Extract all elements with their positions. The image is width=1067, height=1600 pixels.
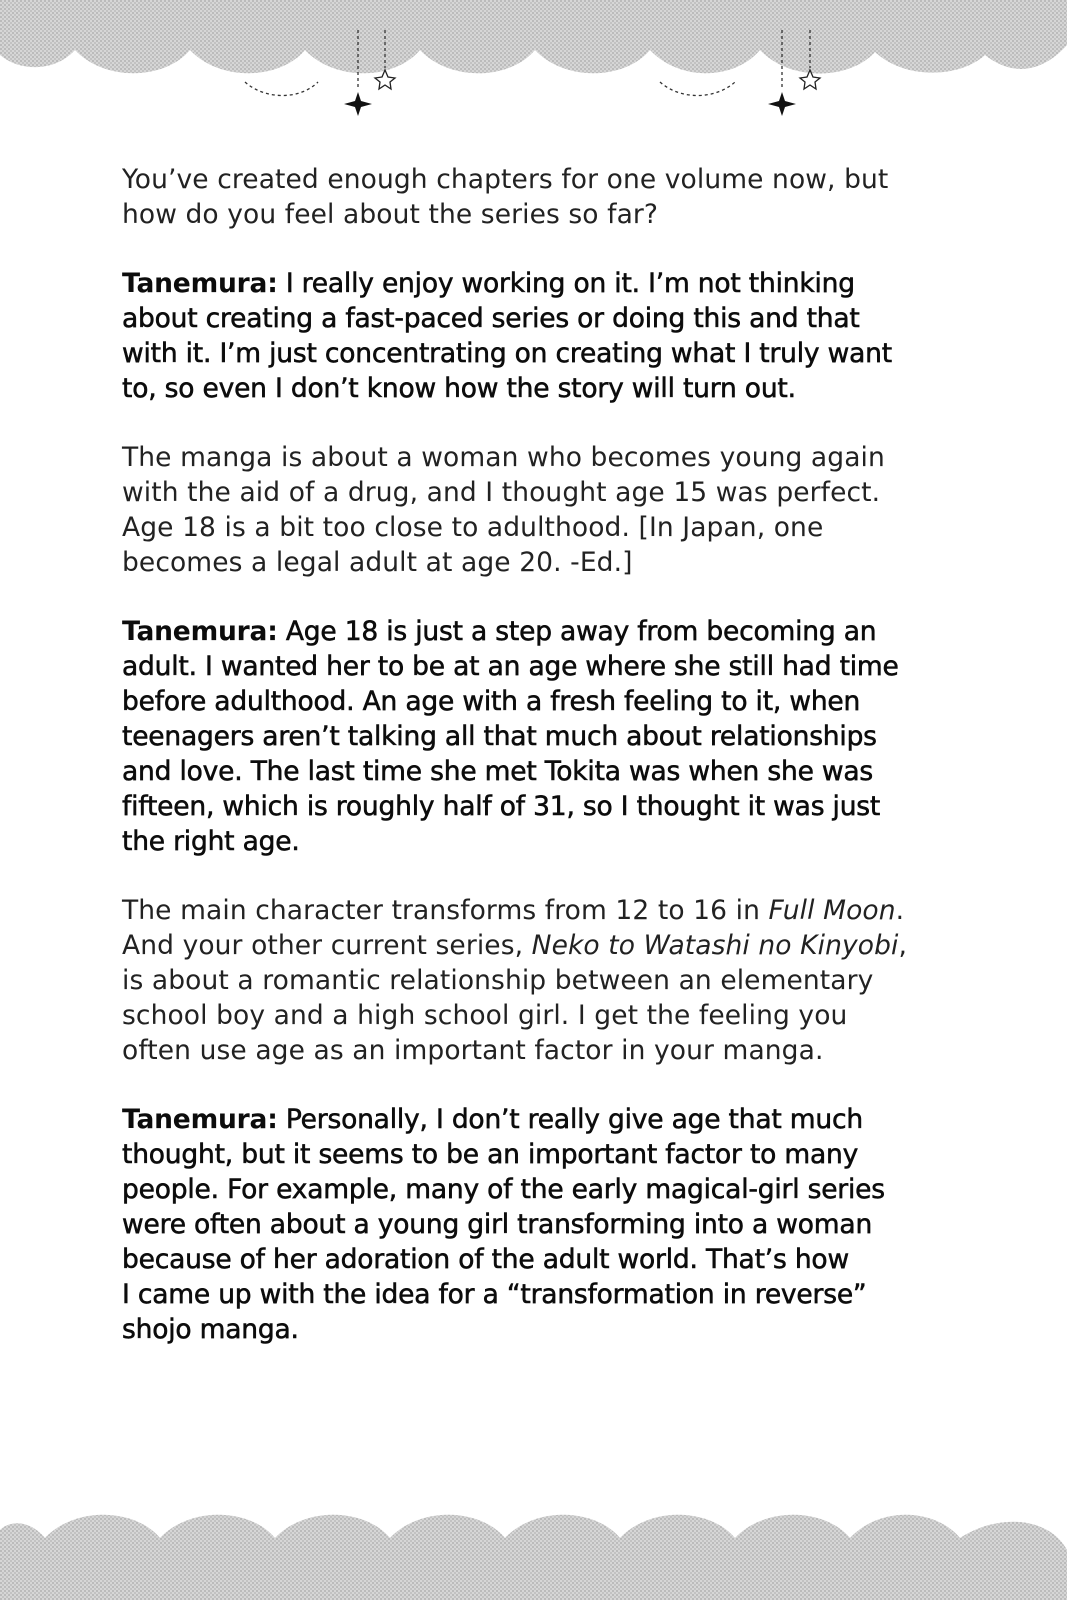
text-segment: , [898,930,907,961]
text-line: shojo manga. [122,1314,299,1345]
top-scallop-border [0,0,1067,130]
question-paragraph [122,893,1002,1068]
question-paragraph [122,440,1002,580]
text-segment: Personally, I don’t really give age that much [277,1104,863,1135]
text-line [122,893,1002,928]
text-segment: Age 18 is just a step away from becoming an [277,616,877,647]
series-title: Neko to Watashi no Kinyobi [531,930,899,961]
text-line: because of her adoration of the adult world. That’s how [122,1244,849,1275]
answer-paragraph [122,614,1002,859]
text-line: fifteen, which is roughly half of 31, so I thought it was just [122,791,881,822]
speaker-label: Tanemura: [122,268,278,299]
question-paragraph [122,162,1002,232]
text-line: often use age as an important factor in your manga. [122,1035,824,1066]
answer-paragraph [122,266,1002,406]
speaker-label: Tanemura: [122,1104,278,1135]
text-line: to, so even I don’t know how the story will turn out. [122,373,796,404]
text-line: about creating a fast-paced series or doing this and that [122,303,860,334]
text-line [122,1102,1002,1137]
answer-paragraph [122,1102,1002,1347]
text-line: You’ve created enough chapters for one volume now, but [122,164,889,195]
text-line: I came up with the idea for a “transformation in reverse” [122,1279,867,1310]
text-segment: The main character transforms from 12 to 16 in [122,895,769,926]
text-line: how do you feel about the series so far? [122,199,659,230]
series-title: Full Moon [768,895,896,926]
text-line: thought, but it seems to be an important factor to many [122,1139,859,1170]
bottom-scallop-border [0,1490,1067,1600]
text-segment: I really enjoy working on it. I’m not thinking [277,268,855,299]
text-line: is about a romantic relationship between an elementary [122,965,874,996]
text-line [122,614,1002,649]
interview-text [122,162,1002,1381]
text-line: with it. I’m just concentrating on creating what I truly want [122,338,892,369]
text-line: with the aid of a drug, and I thought age 15 was perfect. [122,477,881,508]
text-line: The manga is about a woman who becomes young again [122,442,885,473]
text-line: people. For example, many of the early magical-girl series [122,1174,885,1205]
text-line: Age 18 is a bit too close to adulthood. [In Japan, one [122,512,824,543]
text-line: were often about a young girl transforming into a woman [122,1209,873,1240]
sparkle-icon [344,92,796,116]
text-line [122,928,1002,963]
text-line: and love. The last time she met Tokita was when she was [122,756,874,787]
text-segment: . [895,895,905,926]
text-line: the right age. [122,826,300,857]
text-line: before adulthood. An age with a fresh feeling to it, when [122,686,861,717]
text-line: teenagers aren’t talking all that much about relationships [122,721,877,752]
text-line: becomes a legal adult at age 20. -Ed.] [122,547,633,578]
text-line [122,266,1002,301]
text-line: adult. I wanted her to be at an age where she still had time [122,651,899,682]
text-segment: And your other current series, [122,930,532,961]
speaker-label: Tanemura: [122,616,278,647]
text-line: school boy and a high school girl. I get the feeling you [122,1000,848,1031]
